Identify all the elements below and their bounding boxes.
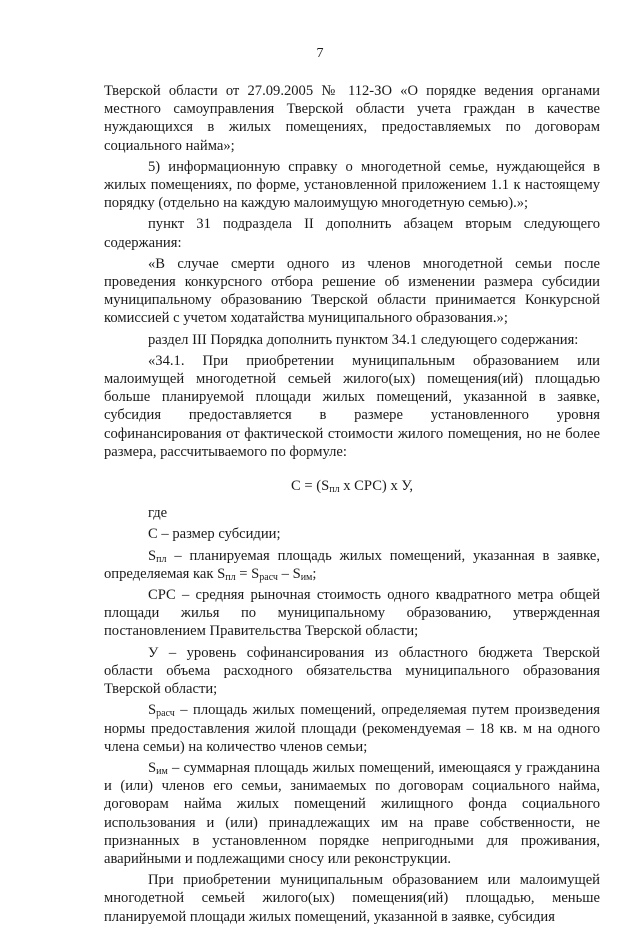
where-label: где — [148, 505, 168, 522]
document-body — [104, 82, 600, 926]
definition-s-rasch: $S_{расч}$ – площадь жилых помещений, определяемая путем произведения нормы предоставления жилой площади (рекомендуемая – 18 кв. м на одного члена семьи) на количество членов семьи; — [104, 702, 600, 755]
paragraph-smaller-area: При приобретении муниципальным образованием или малоимущей многодетной семьей жилого(ых) помещения(ий) площадью, меньше планируемой площади жилых помещений, указанной в заявке, субсидия — [104, 872, 600, 925]
definition-s-pl: $S_{пл}$ – планируемая площадь жилых помещений, указанная в заявке, определяемая как $S_{пл} = S_{расч} - S_{им}$; — [104, 547, 600, 583]
page-number: 7 — [316, 46, 324, 61]
definition-s-im: $S_{им}$ – суммарная площадь жилых помещений, имеющаяся у гражданина и (или) членов его семьи, занимаемых по договорам социального найма, договорам найма жилых помещений жилищного фонда социального использования и (или) принадлежащих им на праве собственности, не признанных в установленном порядке непригодными для проживания, аварийными и подлежащими сносу или реконструкции. — [104, 759, 600, 867]
paragraph-death-clause: «В случае смерти одного из членов многодетной семьи после проведения конкурсного отбора решение об изменении размера субсидии муниципальному образованию Тверской области принимается Конкурсной комиссией с учетом ходатайства муниципального образования.»; — [104, 255, 600, 327]
paragraph-item-5: 5) информационную справку о многодетной семье, нуждающейся в жилых помещениях, по форме, установленной приложением 1.1 к настоящему порядку (отдельно на каждую малоимущую многодетную семью).»; — [104, 158, 600, 212]
paragraph-34-1: «34.1. При приобретении муниципальным образованием или малоимущей многодетной семьей жилого(ых) помещения(ий) площадью больше планируемой площади жилых помещений, указанной в заявке, субсидия предоставляется в размере установленного уровня софинансирования от фактической стоимости жилого помещения, но не более размера, рассчитываемого по формуле: — [104, 352, 600, 460]
paragraph-section-3: раздел III Порядка дополнить пунктом 34.1 следующего содержания: — [148, 331, 579, 348]
paragraph-point-31: пункт 31 подраздела II дополнить абзацем вторым следующего содержания: — [104, 216, 600, 251]
subsidy-formula: $С = (S_{пл}$ х СРС) х У, — [290, 478, 413, 496]
definition-srs: СРС – средняя рыночная стоимость одного квадратного метра общей площади жилья по муниципальному образованию, утвержденная постановлением Правительства Тверской области; — [104, 587, 600, 640]
definition-c: С – размер субсидии; — [148, 526, 281, 543]
paragraph-law-reference: Тверской области от 27.09.2005 № 112-ЗО «О порядке ведения органами местного самоуправления Тверской области учета граждан в качестве нуждающихся в жилых помещениях, предоставляемых по договорам социального найма»; — [104, 83, 600, 154]
definition-u: У – уровень софинансирования из областного бюджета Тверской области объема расходного обязательства муниципального образования Тверской области; — [104, 644, 600, 698]
